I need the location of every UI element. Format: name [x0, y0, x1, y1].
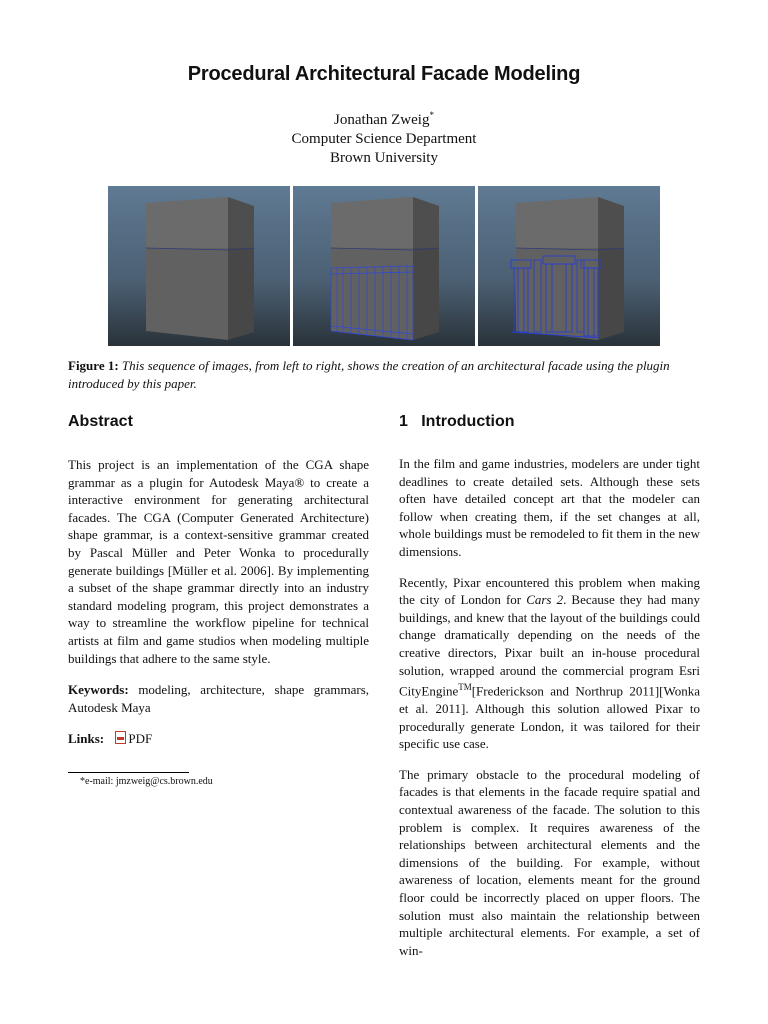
footnote-rule: [68, 772, 189, 773]
paper-title: Procedural Architectural Facade Modeling: [187, 63, 581, 85]
links-line: [68, 730, 369, 748]
figure-panel-1: [108, 186, 290, 346]
pdf-link[interactable]: PDF: [128, 731, 153, 747]
building-box-plain: [108, 186, 290, 346]
figure-1: [108, 186, 660, 346]
figure-panel-2: [293, 186, 475, 346]
abstract-paragraph: This project is an implementation of the CGA shape grammar as a plugin for Autodesk Maya® to create a interactive environment for generating architectural facades. The CGA (Computer Generated Architecture) shape grammar, is a context-sensitive grammar created by Pascal Müller and Peter Wonka to procedurally generate buildings [Müller et al. 2006]. By implementing a subset of the shape grammar directly into an industry standard modeling program, this project demonstrates a way to streamline the workflow pipeline for technical artists at film and game studios when modeling multiple buildings that adhere to the same style.: [68, 457, 369, 666]
building-box-wireframe: [293, 186, 475, 346]
keywords-label: Keywords:: [68, 682, 129, 698]
links-label: Links:: [68, 731, 105, 747]
intro-paragraph-1: In the film and game industries, modelers are under tight deadlines to create detailed sets. Although these sets often have detailed concept art that the modeler can follow when creating them, if the set changes at all, whole buildings must be remodeled to fit them in the new dimensions.: [399, 456, 700, 559]
trademark-mark: TM: [458, 682, 472, 693]
keywords-text: modeling, architecture, shape grammars, Autodesk Maya: [68, 682, 370, 715]
film-title: Cars 2: [526, 592, 564, 608]
intro-paragraph-2: Recently, Pixar encountered this problem when making the city of London for Cars 2. Because they had many buildings, and knew that the layout of the buildings could change dramatically depending on the needs of the creative directors, Pixar built an in-house procedural solution, wrapped around the commercial program Esri CityEngine™[Frederickson and Northrup 2011][Wonka et al. 2011]. Although this solution allowed Pixar to procedurally generate London, it was tailored for their specific use case.: [399, 574, 700, 752]
author-block: [0, 106, 768, 168]
figure-caption: [68, 357, 702, 393]
author-name: Jonathan Zweig*: [334, 110, 434, 128]
figure-panel-3: [478, 186, 660, 346]
author-footnote-mark: *: [429, 110, 434, 120]
figure-caption-text: This sequence of images, from left to right, shows the creation of an architectural facade using the plugin introduced by this paper.: [68, 358, 670, 391]
keywords-line: [68, 681, 369, 716]
intro-paragraph-3: The primary obstacle to the procedural modeling of facades is that elements in the facade require spatial and contextual awareness of the facade. The solution to this problem is complex. It requires awareness of the relationships between architectural elements and the dimensions of the building. For example, without awareness of location, elements meant for the ground floor could be incorrectly placed on upper floors. The solution must also maintain the relationship between multiple architectural elements. For example, a set of win-: [399, 766, 700, 958]
figure-label: Figure 1:: [68, 358, 119, 373]
pdf-icon: [115, 731, 126, 744]
abstract-heading: Abstract: [68, 413, 133, 430]
building-box-facade: [478, 186, 660, 346]
author-department: Computer Science Department: [291, 131, 477, 147]
abstract-column: [68, 456, 369, 748]
introduction-heading: 1 Introduction: [399, 413, 515, 430]
introduction-column: [399, 455, 700, 959]
author-university: Brown University: [330, 150, 438, 166]
email-footnote: *e-mail: jmzweig@cs.brown.edu: [80, 776, 213, 787]
